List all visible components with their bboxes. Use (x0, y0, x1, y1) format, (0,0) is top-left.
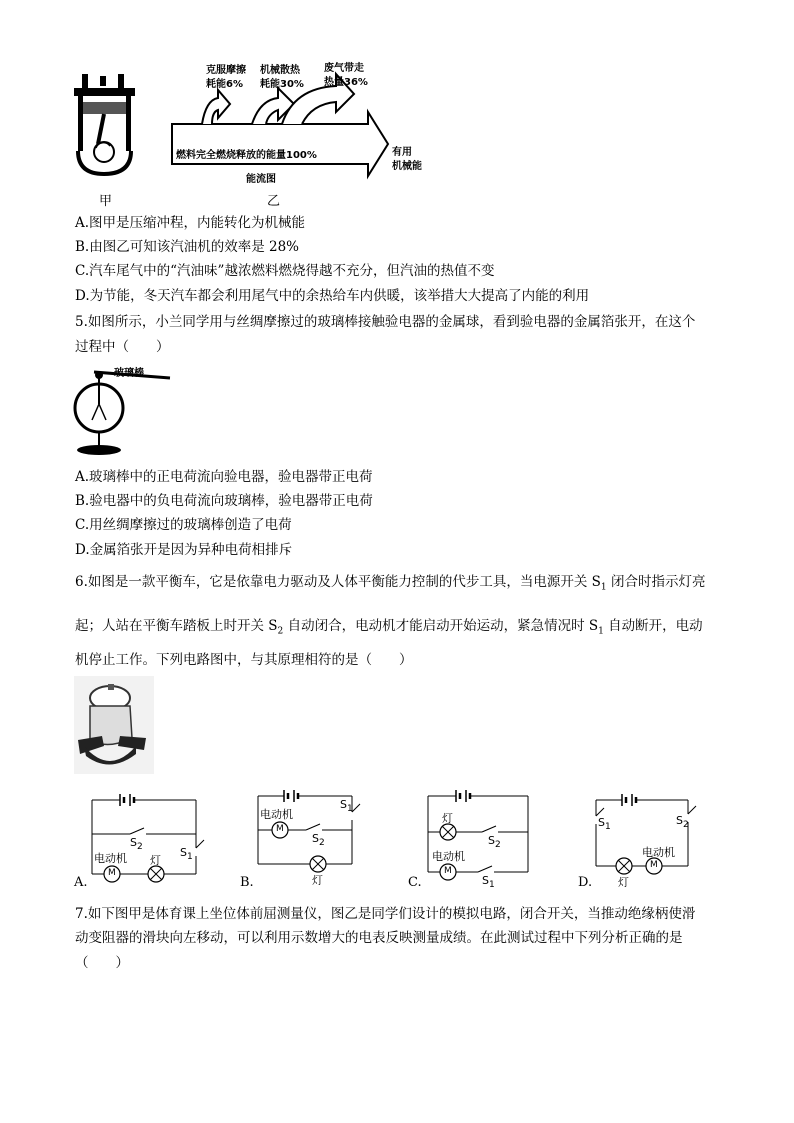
q4-option-a: A.图甲是压缩冲程，内能转化为机械能 (75, 215, 306, 231)
engine-figure (72, 72, 137, 177)
q7-stem-line3: （ ） (75, 955, 129, 971)
circuit-a-motor-label: 电动机 (94, 852, 127, 865)
circuit-b-m: M (276, 824, 284, 834)
balance-car-drawing (74, 676, 154, 774)
circuit-a-s1: $S_1$ (180, 846, 193, 863)
circuit-a (74, 790, 214, 890)
circuit-d-s2: $S_2$ (676, 814, 689, 831)
q5-stem-line2: 过程中（ ） (75, 339, 170, 355)
q5-option-a: A.玻璃棒中的正电荷流向验电器，验电器带正电荷 (75, 469, 373, 485)
circuit-b-motor-label: 电动机 (260, 808, 293, 821)
figure-label-yi: 乙 (267, 194, 281, 209)
q5-option-c: C.用丝绸摩擦过的玻璃棒创造了电荷 (75, 517, 292, 533)
friction-loss-label: 克服摩擦 耗能6% (206, 65, 246, 90)
engine-cylinder-drawing (72, 72, 137, 177)
q7-stem-line1: 7.如下图甲是体育课上坐位体前屈测量仪，图乙是同学们设计的模拟电路，闭合开关，当推动绝缘柄使滑 (75, 906, 696, 922)
balance-car-photo (74, 676, 154, 774)
exhaust-heat-label: 废气带走 热量36% (324, 63, 368, 88)
circuit-c (418, 786, 548, 891)
circuit-d-wiring (588, 790, 718, 886)
energy-flow-diagram (168, 60, 426, 200)
circuit-a-m: M (108, 868, 116, 878)
mechanical-heat-label: 机械散热 耗能30% (260, 65, 304, 90)
circuit-d-motor-label: 电动机 (642, 846, 675, 859)
circuit-c-label: C. (408, 875, 422, 890)
circuit-c-s1: $S_1$ (482, 874, 495, 891)
circuit-c-s2: $S_2$ (488, 834, 501, 851)
q6-stem-line3: 机停止工作。下列电路图中，与其原理相符的是（ ） (75, 652, 413, 668)
electroscope-figure (72, 364, 172, 459)
q5-option-d: D.金属箔张开是因为异种电荷相排斥 (75, 542, 293, 558)
energy-flow-caption: 能流图 (246, 174, 276, 185)
circuit-a-s2: $S_2$ (130, 836, 143, 853)
q4-option-c: C.汽车尾气中的“汽油味”越浓燃料燃烧得越不充分，但汽油的热值不变 (75, 263, 495, 279)
circuit-a-lamp-label: 灯 (150, 854, 161, 867)
circuit-b (246, 786, 376, 886)
circuit-d (588, 790, 718, 889)
circuit-b-s1: $S_1$ (340, 798, 353, 815)
glass-rod-label: 玻璃棒 (114, 368, 144, 379)
fuel-energy-label: 燃料完全燃烧释放的能量100% (176, 150, 317, 161)
circuit-b-s2: $S_2$ (312, 832, 325, 849)
circuit-b-wiring (246, 786, 376, 886)
circuit-d-s1: $S_1$ (598, 816, 611, 833)
q5-option-b: B.验电器中的负电荷流向玻璃棒，验电器带正电荷 (75, 493, 373, 509)
q6-stem-line1: 6.如图是一款平衡车，它是依靠电力驱动及人体平衡能力控制的代步工具，当电源开关 $S_1$ 闭合时指示灯亮 (75, 574, 706, 593)
circuit-c-wiring (418, 786, 548, 886)
circuit-b-lamp-label: 灯 (312, 874, 323, 887)
circuit-d-m: M (650, 860, 658, 870)
circuit-c-lamp-label: 灯 (442, 812, 453, 825)
circuit-a-label: A. (74, 875, 88, 890)
circuit-c-m: M (444, 866, 452, 876)
q6-stem-line2: 起；人站在平衡车踏板上时开关 $S_2$ 自动闭合，电动机才能启动开始运动，紧急情况时 $S_1$ 自动断开，电动 (75, 618, 703, 637)
q4-option-d: D.为节能，冬天汽车都会利用尾气中的余热给车内供暖，该举措大大提高了内能的利用 (75, 288, 590, 304)
circuit-d-lamp-label: 灯 (618, 876, 629, 889)
q7-stem-line2: 动变阻器的滑块向左移动，可以利用示数增大的电表反映测量成绩。在此测试过程中下列分析正确的是 (75, 930, 683, 946)
circuit-b-label: B. (240, 875, 254, 890)
circuit-a-wiring (74, 790, 214, 890)
useful-energy-label: 有用 机械能 (392, 147, 422, 172)
q5-stem-line1: 5.如图所示，小兰同学用与丝绸摩擦过的玻璃棒接触验电器的金属球，看到验电器的金属箔张开，在这个 (75, 314, 696, 330)
q4-option-b: B.由图乙可知该汽油机的效率是 28% (75, 239, 300, 255)
circuit-d-label: D. (578, 875, 593, 890)
circuit-c-motor-label: 电动机 (432, 850, 465, 863)
figure-label-jia: 甲 (99, 194, 113, 209)
